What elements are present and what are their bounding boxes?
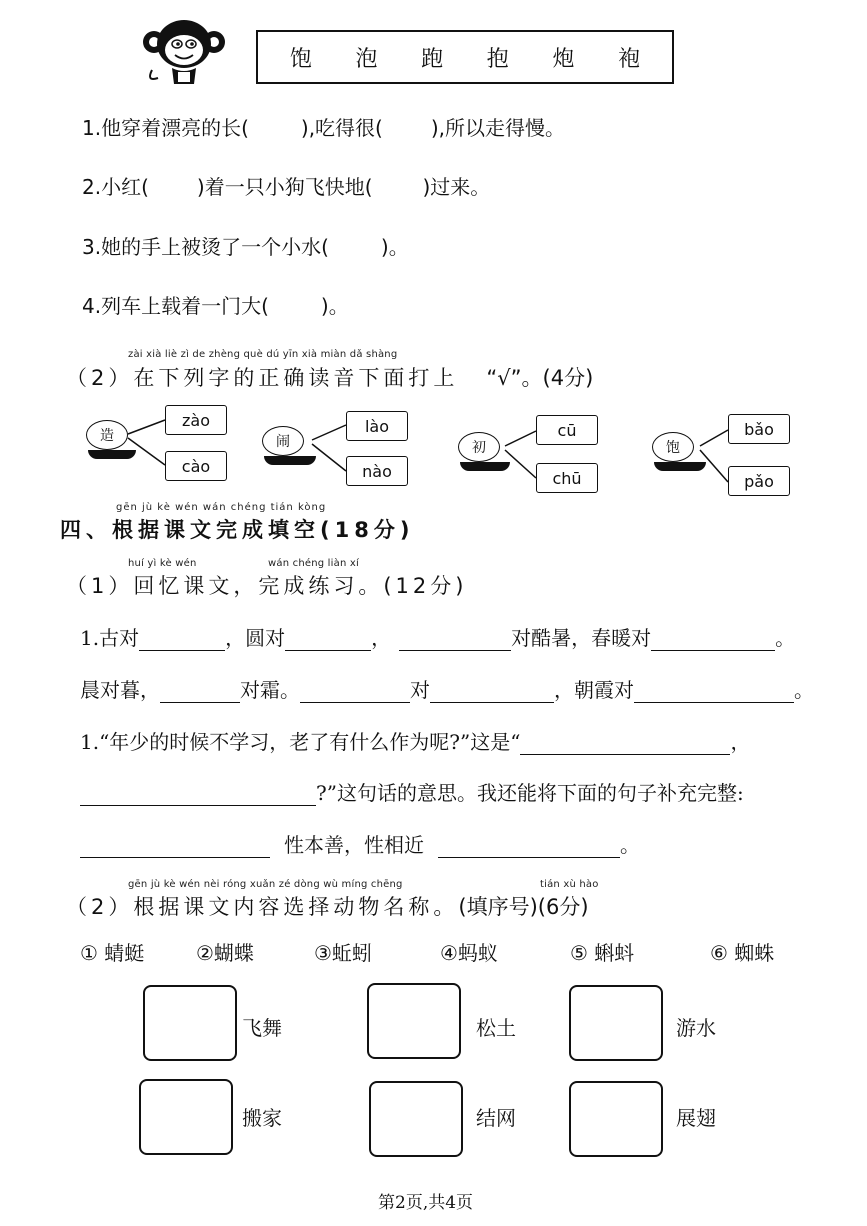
- couplet-line-1: 1.古对 ，圆对 ， 对酷暑，春暖对 。: [80, 626, 796, 650]
- answer-blank[interactable]: [300, 682, 410, 703]
- action-label: 松土: [476, 1016, 516, 1040]
- char-option: 抱: [486, 46, 509, 72]
- snail-group-2: [262, 426, 316, 465]
- sub1-pinyin-a: huí yì kè wén: [128, 558, 197, 569]
- pinyin-option[interactable]: chū: [536, 463, 598, 493]
- snail-body: [654, 462, 706, 471]
- snail-body: [88, 450, 136, 459]
- sub2-pinyin-b: tián xù hào: [540, 879, 599, 890]
- fill-sentence-1: 1.他穿着漂亮的长( ),吃得很( ),所以走得慢。: [82, 116, 566, 140]
- snail-group-1: [86, 420, 136, 459]
- sub1-pinyin-b: wán chéng liàn xí: [268, 558, 359, 569]
- pinyin-option[interactable]: nào: [346, 456, 408, 486]
- animal-option: ⑤ 蝌蚪: [570, 941, 635, 965]
- snail-body: [460, 462, 510, 471]
- q2-title: （2）在下列字的正确读音下面打上 “√”。(4分): [66, 366, 594, 390]
- animal-option: ④蚂蚁: [440, 941, 498, 965]
- animal-option: ③蚯蚓: [314, 941, 372, 965]
- answer-blank[interactable]: [80, 837, 270, 858]
- q2-pinyin: zài xià liè zì de zhèng què dú yīn xià miàn dǎ shàng: [128, 349, 398, 360]
- pinyin-option[interactable]: zào: [165, 405, 227, 435]
- answer-box[interactable]: [569, 1081, 663, 1157]
- animal-option: ① 蜻蜓: [80, 941, 145, 965]
- quote-line-1: 1.“年少的时候不学习，老了有什么作为呢?”这是“ ，: [80, 730, 751, 754]
- pinyin-option[interactable]: cào: [165, 451, 227, 481]
- sub1-title: （1）回忆课文，完成练习。(12分): [66, 574, 468, 598]
- answer-blank[interactable]: [80, 785, 316, 806]
- answer-box[interactable]: [139, 1079, 233, 1155]
- char-option: 跑: [421, 46, 444, 72]
- sub2-pinyin-a: gēn jù kè wén nèi róng xuǎn zé dòng wù míng chēng: [128, 879, 403, 890]
- snail-group-4: [652, 432, 706, 471]
- answer-blank[interactable]: [285, 630, 371, 651]
- answer-blank[interactable]: [160, 682, 240, 703]
- quote-line-2: ?”这句话的意思。我还能将下面的句子补充完整:: [80, 777, 744, 806]
- answer-box[interactable]: [569, 985, 663, 1061]
- answer-blank[interactable]: [651, 630, 775, 651]
- char-option: 袍: [618, 46, 641, 72]
- char-option: 泡: [355, 46, 378, 72]
- answer-blank[interactable]: [399, 630, 511, 651]
- pinyin-option[interactable]: lào: [346, 411, 408, 441]
- answer-blank[interactable]: [520, 734, 730, 755]
- quote-line-3: 性本善，性相近 。: [80, 829, 640, 858]
- fill-sentence-3: 3.她的手上被烫了一个小水( )。: [82, 235, 409, 259]
- pinyin-option[interactable]: bǎo: [728, 414, 790, 444]
- section4-title: 四、根据课文完成填空(18分): [60, 518, 415, 542]
- animal-option: ②蝴蝶: [196, 941, 254, 965]
- action-label: 搬家: [242, 1106, 282, 1130]
- couplet-line-2: 晨对暮， 对霜。 对 ，朝霞对 。: [80, 678, 814, 702]
- fill-sentence-4: 4.列车上载着一门大( )。: [82, 294, 349, 318]
- answer-blank[interactable]: [139, 630, 225, 651]
- action-label: 结网: [476, 1106, 516, 1130]
- pinyin-option[interactable]: cū: [536, 415, 598, 445]
- snail-shell: 造: [86, 420, 128, 450]
- action-label: 飞舞: [242, 1016, 282, 1040]
- page-number: 第2页,共4页: [378, 1193, 474, 1213]
- answer-blank[interactable]: [430, 682, 554, 703]
- section4-pinyin: gēn jù kè wén wán chéng tián kòng: [116, 502, 327, 513]
- char-option: 饱: [289, 46, 312, 72]
- answer-box[interactable]: [369, 1081, 463, 1157]
- sub2-title: （2）根据课文内容选择动物名称。(填序号)(6分): [66, 895, 589, 919]
- animal-option: ⑥ 蜘蛛: [710, 941, 775, 965]
- char-option: 炮: [552, 46, 575, 72]
- fill-sentence-2: 2.小红( )着一只小狗飞快地( )过来。: [82, 175, 491, 199]
- snail-group-3: [458, 432, 510, 471]
- answer-box[interactable]: [367, 983, 461, 1059]
- answer-box[interactable]: [143, 985, 237, 1061]
- action-label: 游水: [676, 1016, 716, 1040]
- snail-shell: 闹: [262, 426, 304, 456]
- answer-blank[interactable]: [438, 837, 620, 858]
- action-label: 展翅: [676, 1106, 716, 1130]
- snail-shell: 饱: [652, 432, 694, 462]
- snail-shell: 初: [458, 432, 500, 462]
- pinyin-option[interactable]: pǎo: [728, 466, 790, 496]
- snail-body: [264, 456, 316, 465]
- answer-blank[interactable]: [634, 682, 794, 703]
